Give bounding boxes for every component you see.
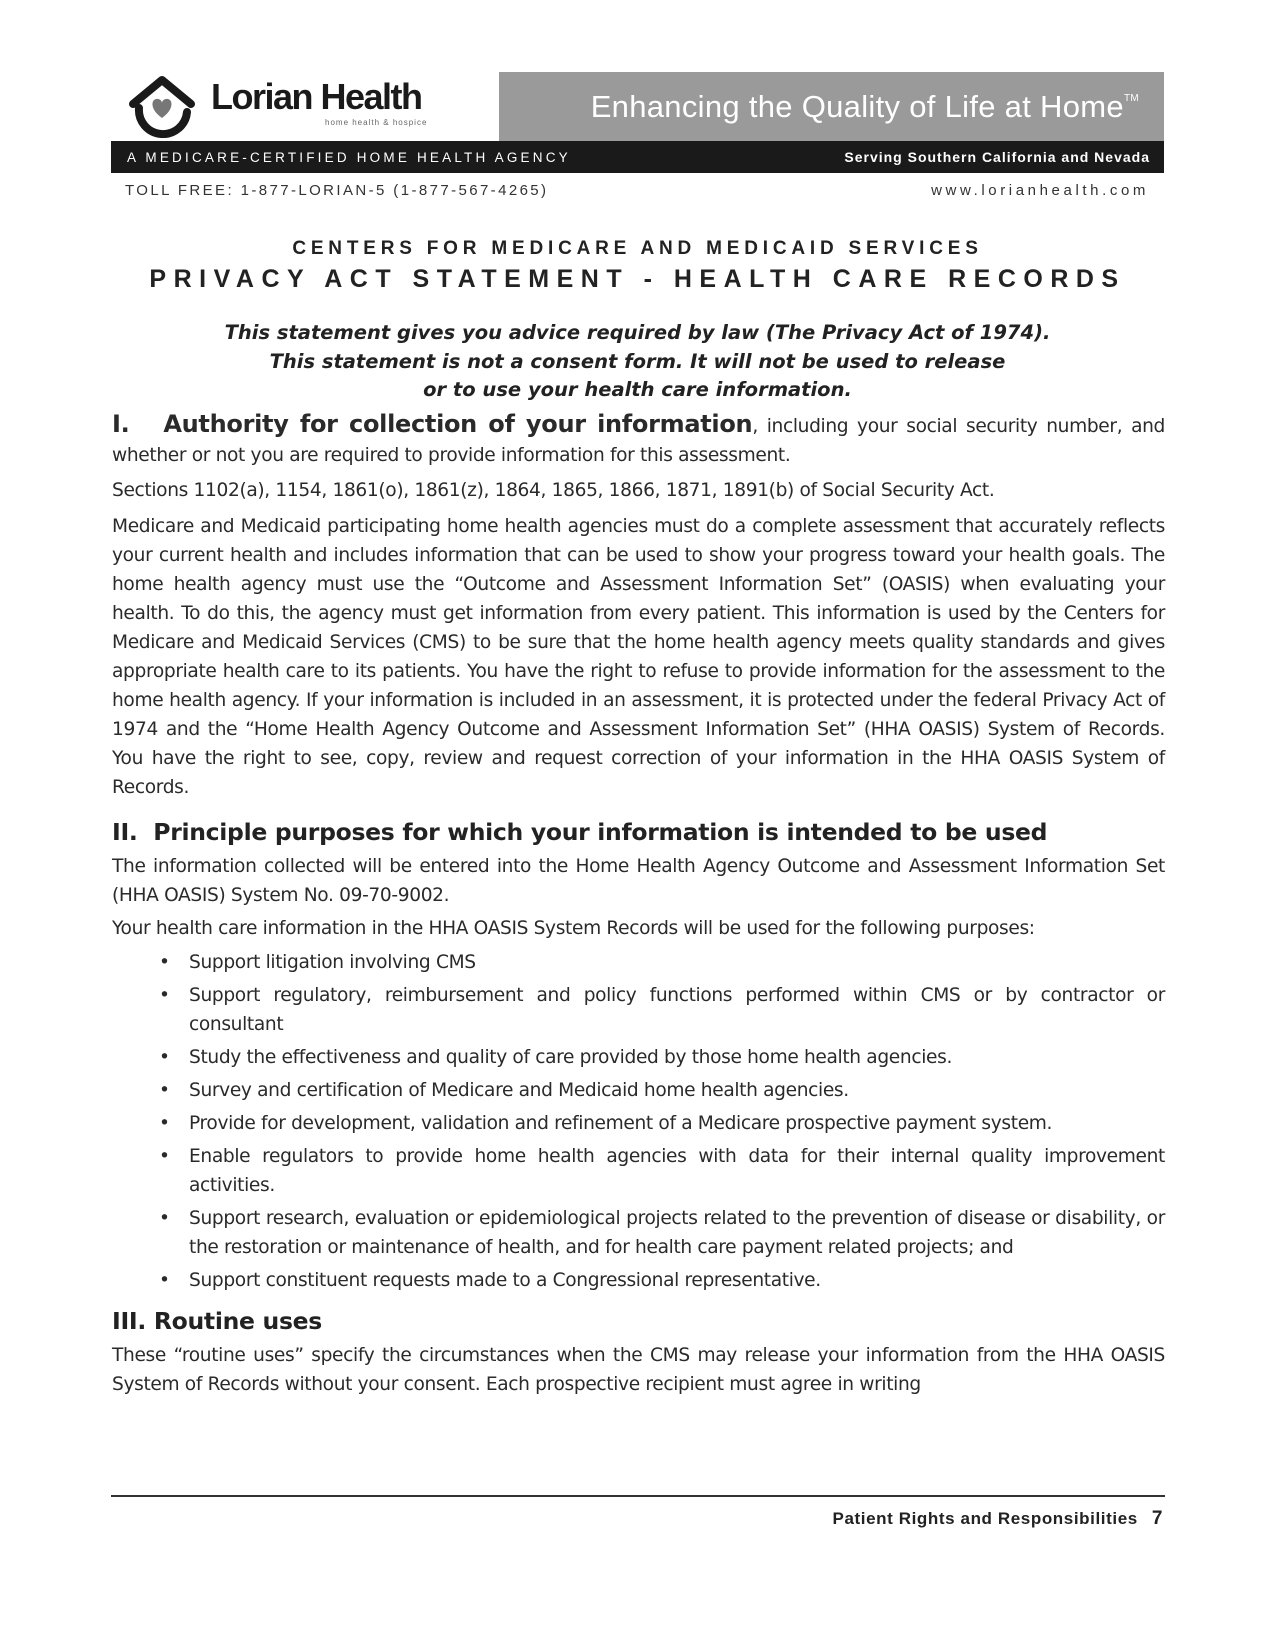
section-1-heading-tail: , including your social security number, and whether or not you are required to provide information for this assessment. — [112, 416, 1165, 466]
website-url: www.lorianhealth.com — [931, 182, 1149, 199]
list-item: • Support constituent requests made to a Congressional representative. — [112, 1266, 1165, 1295]
section-3-body: These “routine uses” specify the circumstances when the CMS may release your information from the HHA OASIS System of Records without your consent. Each prospective recipient must agree in writing — [112, 1345, 1165, 1395]
document-body — [112, 410, 1165, 1399]
statement-title: PRIVACY ACT STATEMENT - HEALTH CARE RECORDS — [149, 265, 1126, 293]
list-item: • Support research, evaluation or epidemiological projects related to the prevention of disease or disability, or the restoration or maintenance of health, and for health care payment related projects; and — [112, 1204, 1165, 1262]
logo-subtitle: home health & hospice — [325, 118, 428, 127]
logo — [111, 72, 487, 141]
page-header — [111, 72, 1164, 199]
section-1-body: Medicare and Medicaid participating home health agencies must do a complete assessment that accurately reflects your current health and includes information that can be used to show your progress toward your health goals. The home health agency must use the “Outcome and Assessment Information Set” (OASIS) when evaluating your health. To do this, the agency must get information from every patient. This information is used by the Centers for Medicare and Medicaid Services (CMS) to be sure that the home health agency meets quality standards and gives appropriate health care to its patients. You have the right to refuse to provide information for the assessment to the home health agency. If your information is included in an assessment, it is protected under the federal Privacy Act of 1974 and the “Home Health Agency Outcome and Assessment Information Set” (HHA OASIS) System of Records. You have the right to see, copy, review and request correction of your information in the HHA OASIS System of Records. — [112, 516, 1165, 798]
list-item: • Survey and certification of Medicare and Medicaid home health agencies. — [112, 1076, 1165, 1105]
list-item: • Support litigation involving CMS — [112, 948, 1165, 977]
page-footer — [833, 1508, 1164, 1530]
purpose-list — [112, 948, 1165, 1295]
tagline-banner — [499, 72, 1164, 141]
section-2-heading: II. Principle purposes for which your information is intended to be used — [112, 818, 1048, 846]
contact-row — [111, 182, 1164, 199]
section-2-body-1: The information collected will be entered into the Home Health Agency Outcome and Assessment Information Set (HHA OASIS) System No. 09-70-9002. — [112, 856, 1165, 906]
intro-line: This statement is not a consent form. It will not be used to release — [269, 349, 1006, 373]
page-number: 7 — [1151, 1508, 1163, 1529]
logo-row — [111, 72, 1164, 141]
section-3-heading: III. Routine uses — [112, 1307, 322, 1335]
list-item: • Provide for development, validation and refinement of a Medicare prospective payment system. — [112, 1109, 1165, 1138]
logo-name: Lorian Health — [211, 76, 422, 117]
agency-type: A MEDICARE-CERTIFIED HOME HEALTH AGENCY — [127, 149, 571, 165]
trademark-mark: TM — [1123, 92, 1139, 104]
house-heart-icon — [129, 74, 195, 138]
list-item: • Study the effectiveness and quality of care provided by those home health agencies. — [112, 1043, 1165, 1072]
section-1-statutes: Sections 1102(a), 1154, 1861(o), 1861(z), 1864, 1865, 1866, 1871, 1891(b) of Social Security Act. — [112, 480, 995, 501]
footer-divider — [111, 1495, 1165, 1497]
section-1-intro — [112, 410, 1165, 470]
footer-label: Patient Rights and Responsibilities — [832, 1509, 1138, 1528]
agency-bar — [111, 141, 1164, 173]
intro-line: This statement gives you advice required by law (The Privacy Act of 1974). — [224, 321, 1051, 344]
list-item: • Enable regulators to provide home health agencies with data for their internal quality improvement activities. — [112, 1142, 1165, 1200]
intro-statement — [0, 319, 1275, 405]
section-1-heading: I. Authority for collection of your information — [112, 410, 753, 438]
intro-line: or to use your health care information. — [423, 378, 852, 401]
toll-free-number: TOLL FREE: 1-877-LORIAN-5 (1-877-567-4265) — [125, 182, 549, 199]
service-area: Serving Southern California and Nevada — [844, 149, 1150, 165]
list-item: • Support regulatory, reimbursement and policy functions performed within CMS or by contractor or consultant — [112, 981, 1165, 1039]
agency-title: CENTERS FOR MEDICARE AND MEDICAID SERVICES — [292, 238, 983, 259]
tagline: Enhancing the Quality of Life at Home™ — [590, 88, 1139, 124]
section-2-body-2: Your health care information in the HHA OASIS System Records will be used for the following purposes: — [112, 918, 1035, 939]
